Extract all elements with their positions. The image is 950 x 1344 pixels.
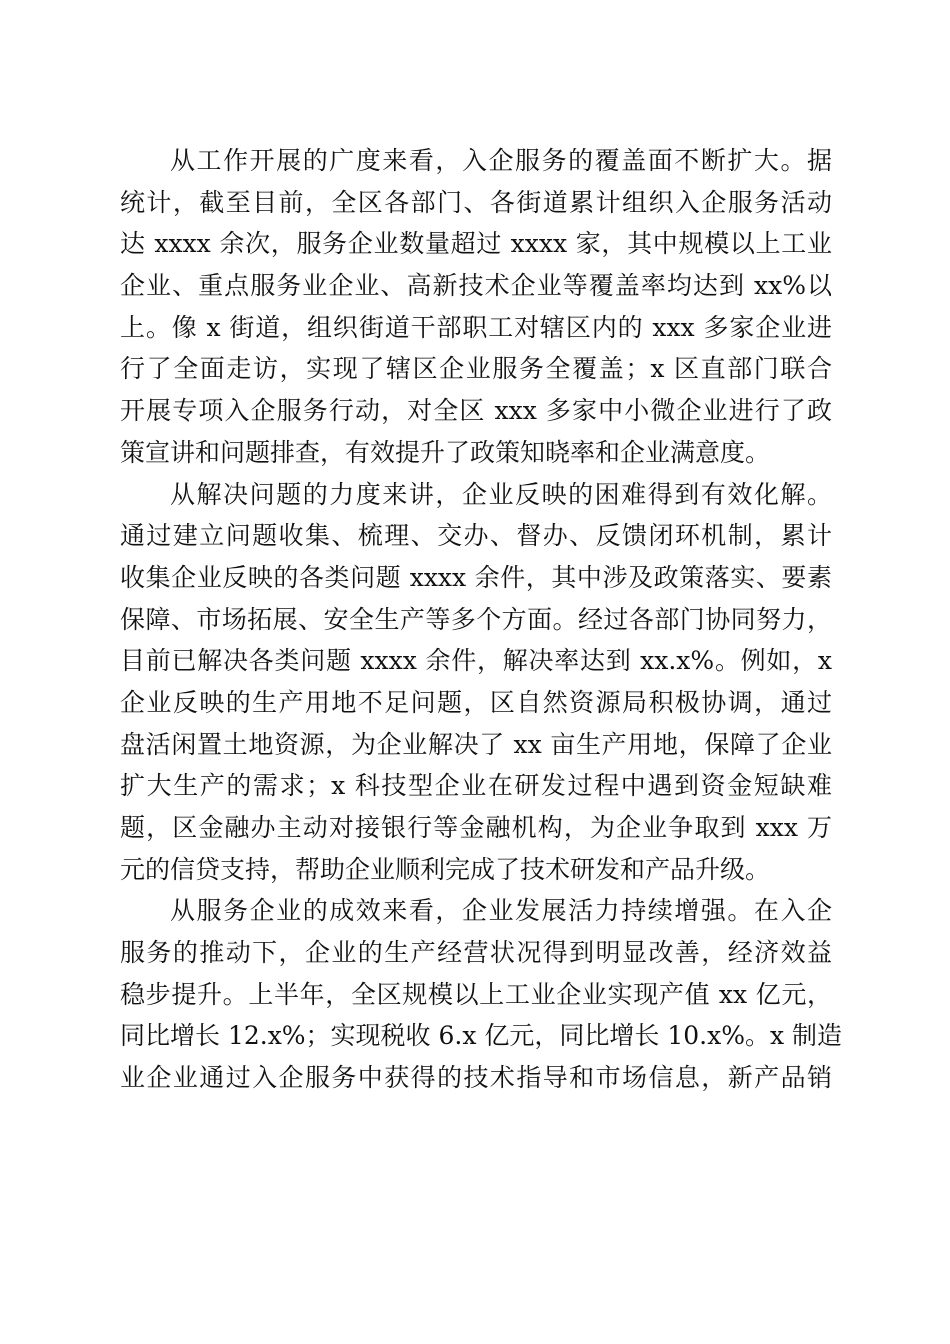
paragraph-line: 通过建立问题收集、梳理、交办、督办、反馈闭环机制，累计	[120, 521, 832, 551]
paragraph-line: 策宣讲和问题排查，有效提升了政策知晓率和企业满意度。	[120, 437, 771, 467]
paragraph-line: 从解决问题的力度来讲，企业反映的困难得到有效化解。	[170, 479, 832, 509]
paragraph-line: 上。像 x 街道，组织街道干部职工对辖区内的 xxx 多家企业进	[120, 312, 832, 342]
paragraph-line: 盘活闲置土地资源，为企业解决了 xx 亩生产用地，保障了企业	[120, 729, 832, 759]
paragraph-line: 达 xxxx 余次，服务企业数量超过 xxxx 家，其中规模以上工业	[120, 229, 832, 259]
paragraph-line: 开展专项入企服务行动，对全区 xxx 多家中小微企业进行了政	[120, 396, 832, 426]
document-body	[120, 140, 843, 1099]
paragraph-line: 元的信贷支持，帮助企业顺利完成了技术研发和产品升级。	[120, 854, 771, 884]
paragraph-line: 扩大生产的需求；x 科技型企业在研发过程中遇到资金短缺难	[120, 771, 832, 801]
paragraph-line: 服务的推动下，企业的生产经营状况得到明显改善，经济效益	[120, 938, 832, 968]
paragraph-line: 行了全面走访，实现了辖区企业服务全覆盖；x 区直部门联合	[120, 354, 832, 384]
paragraph-line: 统计，截至目前，全区各部门、各街道累计组织入企服务活动	[120, 187, 832, 217]
paragraph-line: 收集企业反映的各类问题 xxxx 余件，其中涉及政策落实、要素	[120, 562, 832, 592]
paragraph-line: 业企业通过入企服务中获得的技术指导和市场信息，新产品销	[120, 1063, 832, 1093]
paragraph-results	[120, 890, 843, 1098]
paragraph-line: 题，区金融办主动对接银行等金融机构，为企业争取到 xxx 万	[120, 813, 832, 842]
paragraph-line: 从工作开展的广度来看，入企服务的覆盖面不断扩大。据	[170, 146, 832, 175]
paragraph-line: 目前已解决各类问题 xxxx 余件，解决率达到 xx.x%。例如，x	[120, 646, 832, 676]
paragraph-line: 同比增长 12.x%；实现税收 6.x 亿元，同比增长 10.x%。x 制造	[120, 1021, 843, 1051]
paragraph-coverage	[120, 140, 832, 474]
paragraph-line: 从服务企业的成效来看，企业发展活力持续增强。在入企	[170, 896, 832, 926]
paragraph-problem-solving	[120, 474, 832, 891]
paragraph-line: 企业、重点服务业企业、高新技术企业等覆盖率均达到 xx%以	[120, 271, 832, 301]
paragraph-line: 保障、市场拓展、安全生产等多个方面。经过各部门协同努力，	[120, 604, 832, 634]
paragraph-line: 稳步提升。上半年，全区规模以上工业企业实现产值 xx 亿元，	[120, 979, 832, 1009]
paragraph-line: 企业反映的生产用地不足问题，区自然资源局积极协调，通过	[120, 687, 832, 717]
